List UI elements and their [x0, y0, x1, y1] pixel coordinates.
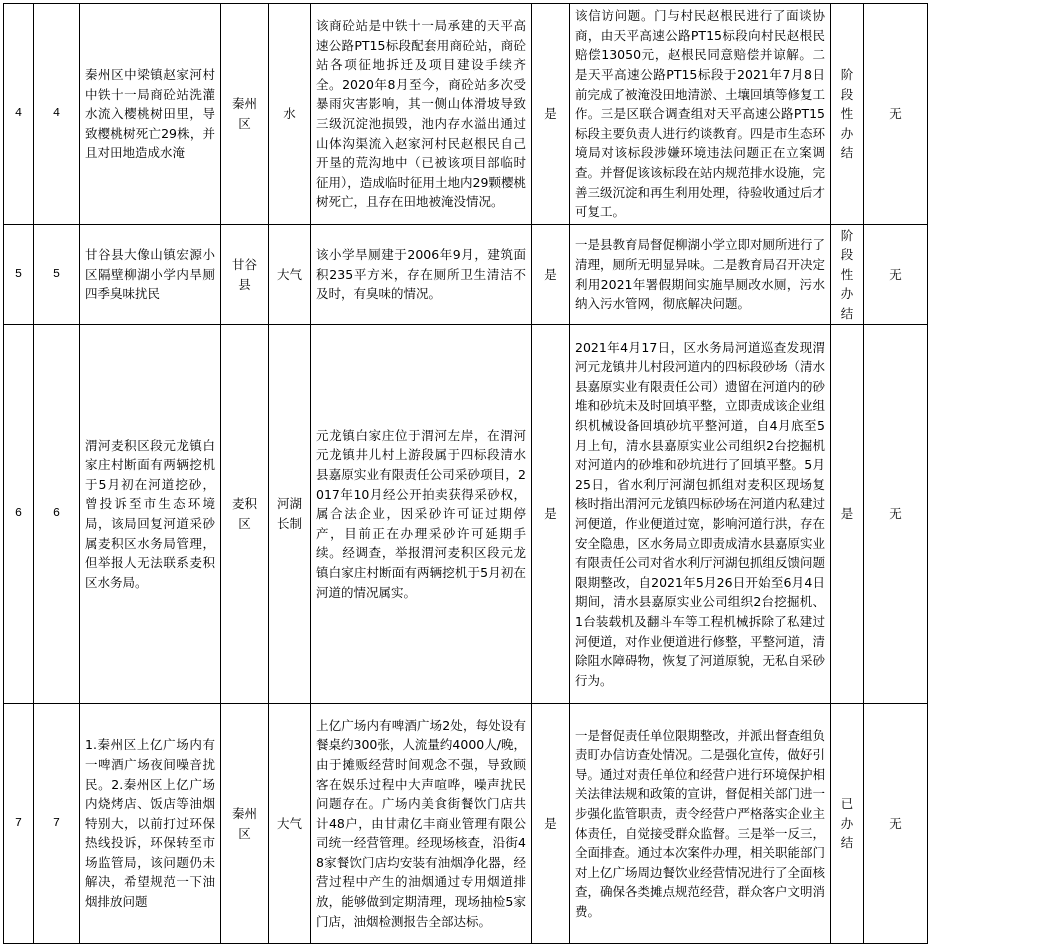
complaint-content: 甘谷县大像山镇宏源小区隔壁柳湖小学内旱厕四季臭味扰民 — [80, 225, 221, 325]
completion-status: 已办结 — [831, 704, 864, 944]
complaint-content: 1.秦州区上亿广场内有一啤酒广场夜间噪音扰民。2.秦州区上亿广场内烧烤店、饭店等油烟特别大，以前打过环保热线投诉，环保转至市场监管局，该问题仍未解决，希望规范一下油烟排放问题 — [80, 704, 221, 944]
complaint-table — [3, 3, 928, 944]
row-index: 6 — [4, 325, 34, 704]
table-row — [4, 225, 928, 325]
handling-measures: 一是县教育局督促柳湖小学立即对厕所进行了清理，厕所无明显异味。二是教育局召开决定利用2021年署假期间实施旱厕改水厕，污水纳入污水管网，彻底解决问题。 — [570, 225, 831, 325]
table-row — [4, 704, 928, 944]
accountability: 无 — [864, 4, 928, 225]
row-sequence: 4 — [34, 4, 80, 225]
completion-status: 阶段性办结 — [831, 225, 864, 325]
row-index: 5 — [4, 225, 34, 325]
verified: 是 — [532, 325, 570, 704]
investigation-result: 该小学旱厕建于2006年9月，建筑面积235平方米，存在厕所卫生清洁不及时，有臭味的情况。 — [311, 225, 532, 325]
district: 秦州区 — [221, 704, 269, 944]
investigation-result: 元龙镇白家庄位于渭河左岸，在渭河元龙镇井儿村上游段属于四标段清水县嘉原实业有限责任公司采砂项目，2017年10月经公开拍卖获得采砂权，属合法企业，因采砂许可证过期停产，目前正在办理采砂许可延期手续。经调查，举报渭河麦积区段元龙镇白家庄村断面有两辆挖机于5月初在河道的情况属实。 — [311, 325, 532, 704]
row-index: 7 — [4, 704, 34, 944]
investigation-result: 该商砼站是中铁十一局承建的天平高速公路PT15标段配套用商砼站，商砼站各项征地拆迁及项目建设手续齐全。2020年8月至今，商砼站多次受暴雨灾害影响，其一侧山体滑坡导致三级沉淀池损毁，池内存水溢出通过山体沟渠流入赵家河村民赵根民自己开垦的荒沟地中（已被该项目部临时征用），造成临时征用土地内29颗樱桃树死亡，且存在田地被淹没情况。 — [311, 4, 532, 225]
row-index: 4 — [4, 4, 34, 225]
row-sequence: 7 — [34, 704, 80, 944]
complaint-content: 渭河麦积区段元龙镇白家庄村断面有两辆挖机于5月初在河道挖砂，曾投诉至市生态环境局，该局回复河道采砂属麦积区水务局管理，但举报人无法联系麦积区水务局。 — [80, 325, 221, 704]
completion-status: 阶段性办结 — [831, 4, 864, 225]
complaint-content: 秦州区中梁镇赵家河村中铁十一局商砼站洗灌水流入樱桃树田里，导致樱桃树死亡29株，并且对田地造成水淹 — [80, 4, 221, 225]
handling-measures: 2021年4月17日，区水务局河道巡查发现渭河元龙镇井儿村段河道内的四标段砂场（清水县嘉原实业有限责任公司）遗留在河道内的砂堆和砂坑未及时回填平整，立即责成该企业组织机械设备回填砂坑平整河道，自4月底至5月上旬，清水县嘉原实业公司组织2台挖掘机对河道内的砂堆和砂坑进行了回填平整。5月25日，省水利厅河湖包抓组对麦积区现场复核时指出渭河元龙镇四标砂场在河道内私建过河便道，作业便道过宽，影响河道行洪，存在安全隐患，区水务局立即责成清水县嘉原实业有限责任公司对省水利厅河湖包抓组反馈问题限期整改，自2021年5月26日开始至6月4日期间，清水县嘉原实业公司组织2台挖掘机、1台装载机及翻斗车等工程机械拆除了私建过河便道，对作业便道进行修整，平整河道，清除阻水障碍物，恢复了河道原貌，无私自采砂行为。 — [570, 325, 831, 704]
investigation-result: 上亿广场内有啤酒广场2处，每处设有餐桌约300张，人流量约4000人/晚，由于摊贩经营时间观念不强，导致顾客在娱乐过程中大声喧哗，噪声扰民问题存在。广场内美食街餐饮门店共计48户，由甘肃亿丰商业管理有限公司统一经营管理。经现场核查，沿街48家餐饮门店均安装有油烟净化器，经营过程中产生的油烟通过专用烟道排放，能够做到定期清理，现场抽检5家门店，油烟检测报告全部达标。 — [311, 704, 532, 944]
handling-measures: 一是督促责任单位限期整改，并派出督查组负责盯办信访查处情况。二是强化宣传，做好引导。通过对责任单位和经营户进行环境保护相关法律法规和政策的宣讲，督促相关部门进一步强化监管职责，责令经营户严格落实企业主体责任，自觉接受群众监督。三是举一反三，全面排查。通过本次案件办理，相关职能部门对上亿广场周边餐饮业经营情况进行了全面核查，确保各类摊点规范经营，群众客户文明消费。 — [570, 704, 831, 944]
district: 麦积区 — [221, 325, 269, 704]
verified: 是 — [532, 4, 570, 225]
accountability: 无 — [864, 704, 928, 944]
table-row — [4, 325, 928, 704]
table-row — [4, 4, 928, 225]
accountability: 无 — [864, 225, 928, 325]
pollution-type: 大气 — [269, 704, 311, 944]
pollution-type: 大气 — [269, 225, 311, 325]
pollution-type: 水 — [269, 4, 311, 225]
verified: 是 — [532, 225, 570, 325]
verified: 是 — [532, 704, 570, 944]
district: 甘谷县 — [221, 225, 269, 325]
handling-measures: 该信访问题。门与村民赵根民进行了面谈协商，由天平高速公路PT15标段向村民赵根民赔偿13050元，赵根民同意赔偿并谅解。二是天平高速公路PT15标段于2021年7月8日前完成了被淹没田地清淤、土壤回填等修复工作。三是区联合调查组对天平高速公路PT15标段主要负责人进行约谈教育。四是市生态环境局对该标段涉嫌环境违法问题正在立案调查。并督促该该标段在站内规范排水设施，完善三级沉淀和再生利用处理，待验收通过后才可复工。 — [570, 4, 831, 225]
row-sequence: 6 — [34, 325, 80, 704]
row-sequence: 5 — [34, 225, 80, 325]
accountability: 无 — [864, 325, 928, 704]
district: 秦州区 — [221, 4, 269, 225]
completion-status: 是 — [831, 325, 864, 704]
pollution-type: 河湖长制 — [269, 325, 311, 704]
